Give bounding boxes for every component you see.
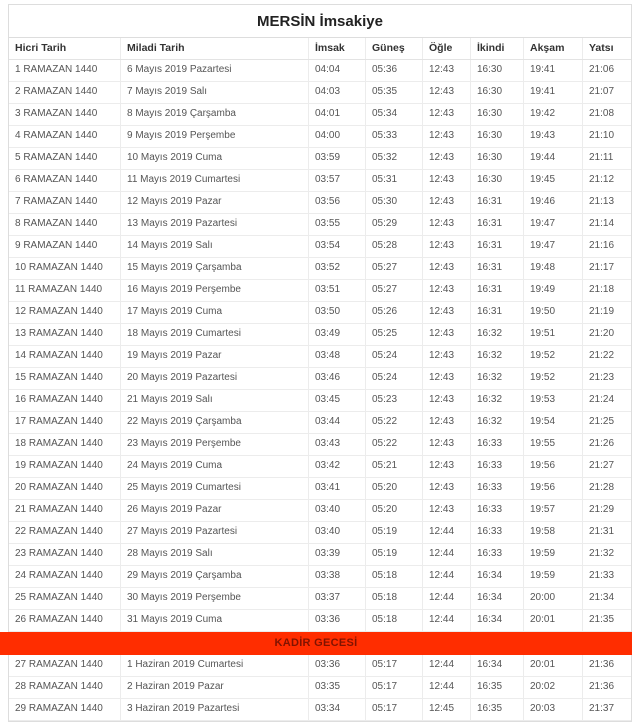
cell-yatsi: 21:17	[589, 262, 615, 273]
cell-yatsi: 21:11	[589, 152, 614, 163]
cell-yatsi: 21:22	[589, 350, 615, 361]
cell-imsak: 03:52	[309, 258, 366, 279]
cell-aksam: 19:59	[524, 566, 583, 587]
cell-gunes: 05:22	[366, 434, 423, 455]
cell-imsak: 03:45	[309, 390, 366, 411]
column-header-ogle: Öğle	[423, 38, 471, 59]
cell-imsak: 04:03	[309, 82, 366, 103]
cell-hicri-tarih: 22 RAMAZAN 1440	[9, 522, 121, 543]
table-row	[9, 346, 631, 368]
cell-imsak: 03:43	[309, 434, 366, 455]
cell-miladi-tarih: 13 Mayıs 2019 Pazartesi	[121, 214, 309, 235]
cell-ikindi: 16:35	[471, 699, 524, 720]
cell-yatsi: 21:13	[589, 196, 615, 207]
cell-aksam: 19:54	[524, 412, 583, 433]
cell-imsak: 03:46	[309, 368, 366, 389]
cell-gunes: 05:20	[366, 478, 423, 499]
cell-yatsi: 21:35	[589, 614, 615, 625]
cell-gunes: 05:26	[366, 302, 423, 323]
table-row	[9, 236, 631, 258]
cell-ogle: 12:43	[423, 412, 471, 433]
cell-imsak: 03:49	[309, 324, 366, 345]
cell-ogle: 12:43	[423, 148, 471, 169]
cell-ogle: 12:44	[423, 566, 471, 587]
cell-imsak: 03:51	[309, 280, 366, 301]
column-header-miladi-tarih: Miladi Tarih	[121, 38, 309, 59]
cell-ikindi: 16:31	[471, 236, 524, 257]
table-row	[9, 588, 631, 610]
cell-miladi-tarih: 2 Haziran 2019 Pazar	[121, 677, 309, 698]
cell-hicri-tarih: 15 RAMAZAN 1440	[9, 368, 121, 389]
cell-yatsi: 21:27	[589, 460, 615, 471]
cell-yatsi: 21:34	[589, 592, 615, 603]
cell-hicri-tarih: 3 RAMAZAN 1440	[9, 104, 121, 125]
cell-ogle: 12:44	[423, 655, 471, 676]
table-row	[9, 148, 631, 170]
cell-aksam: 19:57	[524, 500, 583, 521]
cell-gunes: 05:28	[366, 236, 423, 257]
cell-ikindi: 16:30	[471, 126, 524, 147]
cell-gunes: 05:35	[366, 82, 423, 103]
column-header-hicri-tarih: Hicri Tarih	[9, 38, 121, 59]
cell-gunes: 05:30	[366, 192, 423, 213]
cell-yatsi: 21:20	[589, 328, 615, 339]
cell-ikindi: 16:32	[471, 390, 524, 411]
table-row	[9, 566, 631, 588]
cell-hicri-tarih: 16 RAMAZAN 1440	[9, 390, 121, 411]
cell-gunes: 05:27	[366, 280, 423, 301]
cell-aksam: 19:52	[524, 368, 583, 389]
table-row	[9, 104, 631, 126]
table-row	[9, 60, 631, 82]
cell-imsak: 03:55	[309, 214, 366, 235]
cell-imsak: 04:04	[309, 60, 366, 81]
cell-miladi-tarih: 27 Mayıs 2019 Pazartesi	[121, 522, 309, 543]
cell-gunes: 05:25	[366, 324, 423, 345]
table-row	[9, 126, 631, 148]
cell-gunes: 05:20	[366, 500, 423, 521]
cell-imsak: 03:37	[309, 588, 366, 609]
cell-miladi-tarih: 7 Mayıs 2019 Salı	[121, 82, 309, 103]
cell-imsak: 03:44	[309, 412, 366, 433]
cell-miladi-tarih: 11 Mayıs 2019 Cumartesi	[121, 170, 309, 191]
banner-label: KADİR GECESİ	[274, 637, 358, 649]
cell-miladi-tarih: 26 Mayıs 2019 Pazar	[121, 500, 309, 521]
cell-imsak: 03:36	[309, 610, 366, 631]
table-row	[9, 82, 631, 104]
cell-aksam: 19:44	[524, 148, 583, 169]
cell-imsak: 03:40	[309, 500, 366, 521]
table-body	[9, 60, 631, 721]
table-row	[9, 456, 631, 478]
cell-aksam: 19:41	[524, 82, 583, 103]
table-row	[9, 324, 631, 346]
cell-ogle: 12:43	[423, 478, 471, 499]
cell-ogle: 12:43	[423, 368, 471, 389]
cell-yatsi: 21:10	[589, 130, 615, 141]
cell-gunes: 05:23	[366, 390, 423, 411]
cell-aksam: 19:42	[524, 104, 583, 125]
cell-ogle: 12:43	[423, 324, 471, 345]
table-row	[9, 655, 631, 677]
cell-hicri-tarih: 28 RAMAZAN 1440	[9, 677, 121, 698]
cell-ikindi: 16:31	[471, 214, 524, 235]
cell-aksam: 19:52	[524, 346, 583, 367]
cell-aksam: 19:51	[524, 324, 583, 345]
cell-aksam: 19:56	[524, 456, 583, 477]
cell-hicri-tarih: 9 RAMAZAN 1440	[9, 236, 121, 257]
cell-ikindi: 16:32	[471, 368, 524, 389]
cell-gunes: 05:18	[366, 566, 423, 587]
cell-yatsi: 21:08	[589, 108, 615, 119]
cell-gunes: 05:29	[366, 214, 423, 235]
cell-miladi-tarih: 6 Mayıs 2019 Pazartesi	[121, 60, 309, 81]
cell-ogle: 12:43	[423, 390, 471, 411]
cell-ogle: 12:43	[423, 60, 471, 81]
cell-imsak: 03:42	[309, 456, 366, 477]
cell-ogle: 12:45	[423, 699, 471, 720]
cell-ikindi: 16:33	[471, 478, 524, 499]
cell-aksam: 19:43	[524, 126, 583, 147]
cell-ogle: 12:43	[423, 500, 471, 521]
cell-aksam: 19:50	[524, 302, 583, 323]
cell-miladi-tarih: 9 Mayıs 2019 Perşembe	[121, 126, 309, 147]
cell-ikindi: 16:30	[471, 60, 524, 81]
cell-yatsi: 21:26	[589, 438, 615, 449]
cell-ikindi: 16:30	[471, 170, 524, 191]
column-header-yatsi: Yatsı	[589, 42, 614, 54]
table-row	[9, 610, 631, 632]
cell-imsak: 04:00	[309, 126, 366, 147]
table-row	[9, 192, 631, 214]
cell-yatsi: 21:23	[589, 372, 615, 383]
table-row	[9, 478, 631, 500]
cell-ikindi: 16:32	[471, 346, 524, 367]
cell-ikindi: 16:35	[471, 677, 524, 698]
cell-miladi-tarih: 8 Mayıs 2019 Çarşamba	[121, 104, 309, 125]
table-row	[9, 390, 631, 412]
cell-miladi-tarih: 18 Mayıs 2019 Cumartesi	[121, 324, 309, 345]
cell-yatsi: 21:25	[589, 416, 615, 427]
cell-ikindi: 16:32	[471, 412, 524, 433]
cell-ikindi: 16:31	[471, 280, 524, 301]
cell-miladi-tarih: 20 Mayıs 2019 Pazartesi	[121, 368, 309, 389]
cell-imsak: 03:39	[309, 544, 366, 565]
cell-yatsi: 21:37	[589, 703, 615, 714]
cell-yatsi: 21:14	[589, 218, 615, 229]
cell-miladi-tarih: 22 Mayıs 2019 Çarşamba	[121, 412, 309, 433]
column-header-ikindi: İkindi	[471, 38, 524, 59]
cell-hicri-tarih: 12 RAMAZAN 1440	[9, 302, 121, 323]
cell-ikindi: 16:30	[471, 104, 524, 125]
cell-aksam: 19:47	[524, 236, 583, 257]
cell-ogle: 12:44	[423, 544, 471, 565]
cell-gunes: 05:31	[366, 170, 423, 191]
table-row	[9, 258, 631, 280]
cell-gunes: 05:21	[366, 456, 423, 477]
cell-hicri-tarih: 10 RAMAZAN 1440	[9, 258, 121, 279]
cell-ogle: 12:43	[423, 456, 471, 477]
cell-yatsi: 21:33	[589, 570, 615, 581]
kadir-gecesi-banner	[0, 632, 632, 655]
cell-gunes: 05:22	[366, 412, 423, 433]
cell-miladi-tarih: 17 Mayıs 2019 Cuma	[121, 302, 309, 323]
table-row	[9, 170, 631, 192]
cell-hicri-tarih: 27 RAMAZAN 1440	[9, 655, 121, 676]
cell-gunes: 05:17	[366, 677, 423, 698]
cell-hicri-tarih: 23 RAMAZAN 1440	[9, 544, 121, 565]
cell-aksam: 20:00	[524, 588, 583, 609]
cell-ogle: 12:44	[423, 677, 471, 698]
table-row	[9, 500, 631, 522]
cell-miladi-tarih: 25 Mayıs 2019 Cumartesi	[121, 478, 309, 499]
table-row	[9, 302, 631, 324]
cell-ikindi: 16:34	[471, 566, 524, 587]
cell-imsak: 03:48	[309, 346, 366, 367]
cell-ogle: 12:43	[423, 258, 471, 279]
table-row	[9, 699, 631, 721]
cell-hicri-tarih: 11 RAMAZAN 1440	[9, 280, 121, 301]
cell-gunes: 05:27	[366, 258, 423, 279]
cell-ikindi: 16:33	[471, 544, 524, 565]
cell-hicri-tarih: 14 RAMAZAN 1440	[9, 346, 121, 367]
cell-hicri-tarih: 26 RAMAZAN 1440	[9, 610, 121, 631]
cell-miladi-tarih: 21 Mayıs 2019 Salı	[121, 390, 309, 411]
cell-imsak: 03:35	[309, 677, 366, 698]
cell-imsak: 03:54	[309, 236, 366, 257]
cell-hicri-tarih: 19 RAMAZAN 1440	[9, 456, 121, 477]
cell-yatsi: 21:29	[589, 504, 615, 515]
cell-ikindi: 16:33	[471, 456, 524, 477]
cell-hicri-tarih: 4 RAMAZAN 1440	[9, 126, 121, 147]
cell-ogle: 12:43	[423, 82, 471, 103]
cell-miladi-tarih: 24 Mayıs 2019 Cuma	[121, 456, 309, 477]
cell-miladi-tarih: 14 Mayıs 2019 Salı	[121, 236, 309, 257]
cell-hicri-tarih: 5 RAMAZAN 1440	[9, 148, 121, 169]
cell-miladi-tarih: 12 Mayıs 2019 Pazar	[121, 192, 309, 213]
cell-aksam: 19:48	[524, 258, 583, 279]
cell-ogle: 12:43	[423, 214, 471, 235]
cell-ogle: 12:44	[423, 610, 471, 631]
cell-ikindi: 16:33	[471, 434, 524, 455]
cell-aksam: 19:58	[524, 522, 583, 543]
cell-hicri-tarih: 29 RAMAZAN 1440	[9, 699, 121, 720]
table-row	[9, 677, 631, 699]
cell-gunes: 05:18	[366, 588, 423, 609]
cell-gunes: 05:24	[366, 346, 423, 367]
column-header-gunes: Güneş	[366, 38, 423, 59]
cell-hicri-tarih: 1 RAMAZAN 1440	[9, 60, 121, 81]
cell-imsak: 03:40	[309, 522, 366, 543]
cell-gunes: 05:32	[366, 148, 423, 169]
cell-ikindi: 16:33	[471, 522, 524, 543]
cell-aksam: 20:02	[524, 677, 583, 698]
column-header-aksam: Akşam	[524, 38, 583, 59]
cell-imsak: 03:36	[309, 655, 366, 676]
cell-gunes: 05:24	[366, 368, 423, 389]
cell-ogle: 12:43	[423, 126, 471, 147]
cell-yatsi: 21:31	[589, 526, 615, 537]
cell-ogle: 12:44	[423, 588, 471, 609]
cell-yatsi: 21:18	[589, 284, 615, 295]
cell-aksam: 19:59	[524, 544, 583, 565]
cell-ogle: 12:43	[423, 280, 471, 301]
cell-hicri-tarih: 20 RAMAZAN 1440	[9, 478, 121, 499]
cell-yatsi: 21:06	[589, 64, 615, 75]
cell-hicri-tarih: 2 RAMAZAN 1440	[9, 82, 121, 103]
cell-hicri-tarih: 7 RAMAZAN 1440	[9, 192, 121, 213]
cell-imsak: 03:34	[309, 699, 366, 720]
cell-imsak: 03:57	[309, 170, 366, 191]
cell-miladi-tarih: 30 Mayıs 2019 Perşembe	[121, 588, 309, 609]
cell-ikindi: 16:31	[471, 192, 524, 213]
table-row	[9, 412, 631, 434]
cell-ikindi: 16:34	[471, 610, 524, 631]
cell-gunes: 05:18	[366, 610, 423, 631]
cell-hicri-tarih: 13 RAMAZAN 1440	[9, 324, 121, 345]
cell-miladi-tarih: 10 Mayıs 2019 Cuma	[121, 148, 309, 169]
cell-ogle: 12:43	[423, 346, 471, 367]
imsakiye-table	[8, 4, 632, 722]
cell-hicri-tarih: 17 RAMAZAN 1440	[9, 412, 121, 433]
cell-yatsi: 21:07	[589, 86, 615, 97]
cell-miladi-tarih: 28 Mayıs 2019 Salı	[121, 544, 309, 565]
cell-hicri-tarih: 18 RAMAZAN 1440	[9, 434, 121, 455]
cell-gunes: 05:19	[366, 544, 423, 565]
cell-gunes: 05:33	[366, 126, 423, 147]
cell-aksam: 20:03	[524, 699, 583, 720]
cell-yatsi: 21:24	[589, 394, 615, 405]
cell-ogle: 12:44	[423, 522, 471, 543]
cell-ikindi: 16:31	[471, 258, 524, 279]
cell-ikindi: 16:30	[471, 148, 524, 169]
table-row	[9, 544, 631, 566]
cell-miladi-tarih: 23 Mayıs 2019 Perşembe	[121, 434, 309, 455]
cell-ikindi: 16:30	[471, 82, 524, 103]
cell-ikindi: 16:31	[471, 302, 524, 323]
cell-ikindi: 16:33	[471, 500, 524, 521]
cell-aksam: 20:01	[524, 655, 583, 676]
cell-aksam: 20:01	[524, 610, 583, 631]
cell-yatsi: 21:16	[589, 240, 615, 251]
cell-ogle: 12:43	[423, 104, 471, 125]
cell-miladi-tarih: 3 Haziran 2019 Pazartesi	[121, 699, 309, 720]
cell-hicri-tarih: 24 RAMAZAN 1440	[9, 566, 121, 587]
table-row	[9, 368, 631, 390]
cell-gunes: 05:36	[366, 60, 423, 81]
cell-ikindi: 16:32	[471, 324, 524, 345]
cell-ikindi: 16:34	[471, 655, 524, 676]
cell-miladi-tarih: 16 Mayıs 2019 Perşembe	[121, 280, 309, 301]
cell-imsak: 03:59	[309, 148, 366, 169]
cell-yatsi: 21:19	[589, 306, 615, 317]
cell-aksam: 19:56	[524, 478, 583, 499]
cell-gunes: 05:34	[366, 104, 423, 125]
cell-yatsi: 21:36	[589, 681, 615, 692]
cell-hicri-tarih: 6 RAMAZAN 1440	[9, 170, 121, 191]
table-row	[9, 434, 631, 456]
table-row	[9, 522, 631, 544]
cell-ikindi: 16:34	[471, 588, 524, 609]
cell-miladi-tarih: 19 Mayıs 2019 Pazar	[121, 346, 309, 367]
cell-yatsi: 21:12	[589, 174, 615, 185]
page-title: MERSİN İmsakiye	[257, 13, 383, 30]
cell-miladi-tarih: 29 Mayıs 2019 Çarşamba	[121, 566, 309, 587]
table-header-row	[9, 37, 631, 60]
cell-aksam: 19:55	[524, 434, 583, 455]
cell-aksam: 19:47	[524, 214, 583, 235]
cell-imsak: 03:38	[309, 566, 366, 587]
cell-ogle: 12:43	[423, 302, 471, 323]
cell-imsak: 03:50	[309, 302, 366, 323]
cell-ogle: 12:43	[423, 192, 471, 213]
cell-gunes: 05:17	[366, 699, 423, 720]
cell-ogle: 12:43	[423, 170, 471, 191]
cell-imsak: 03:41	[309, 478, 366, 499]
cell-imsak: 03:56	[309, 192, 366, 213]
cell-hicri-tarih: 25 RAMAZAN 1440	[9, 588, 121, 609]
cell-ogle: 12:43	[423, 236, 471, 257]
cell-aksam: 19:49	[524, 280, 583, 301]
cell-hicri-tarih: 8 RAMAZAN 1440	[9, 214, 121, 235]
column-header-imsak: İmsak	[309, 38, 366, 59]
cell-gunes: 05:17	[366, 655, 423, 676]
table-row	[9, 280, 631, 302]
cell-miladi-tarih: 1 Haziran 2019 Cumartesi	[121, 655, 309, 676]
table-row	[9, 214, 631, 236]
cell-imsak: 04:01	[309, 104, 366, 125]
cell-miladi-tarih: 15 Mayıs 2019 Çarşamba	[121, 258, 309, 279]
cell-miladi-tarih: 31 Mayıs 2019 Cuma	[121, 610, 309, 631]
cell-gunes: 05:19	[366, 522, 423, 543]
cell-yatsi: 21:32	[589, 548, 615, 559]
cell-yatsi: 21:36	[589, 659, 615, 670]
cell-aksam: 19:53	[524, 390, 583, 411]
cell-hicri-tarih: 21 RAMAZAN 1440	[9, 500, 121, 521]
cell-ogle: 12:43	[423, 434, 471, 455]
cell-aksam: 19:45	[524, 170, 583, 191]
cell-aksam: 19:41	[524, 60, 583, 81]
cell-yatsi: 21:28	[589, 482, 615, 493]
cell-aksam: 19:46	[524, 192, 583, 213]
